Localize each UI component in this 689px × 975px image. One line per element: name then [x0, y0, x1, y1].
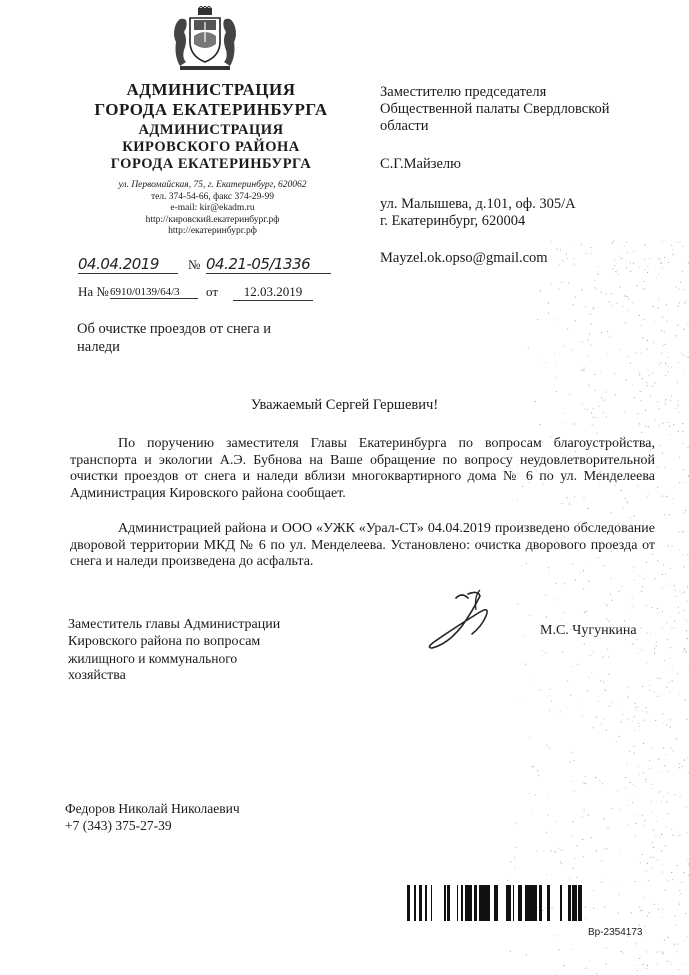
ref-from: от [206, 284, 219, 299]
subject-line1: Об очистке проездов от снега и [77, 321, 271, 337]
signer-position-line2: Кировского района по вопросам [68, 634, 261, 649]
salutation: Уважаемый Сергей Гершевич! [250, 397, 439, 413]
reg-number: 04.21-05/1336 [206, 255, 331, 274]
org-address: ул. Первомайская, 75, г. Екатеринбург, 620062 [118, 180, 307, 190]
signer-position-line3: жилищного и коммунального [68, 651, 238, 666]
org-title [76, 80, 346, 120]
executor-name: Федоров Николай Николаевич [65, 801, 240, 816]
scan-noise [500, 240, 689, 975]
ref-date: 12.03.2019 [233, 284, 313, 301]
subject-line2: наледи [77, 339, 120, 355]
org-phone: тел. 374-54-66, факс 374-29-99 [150, 191, 275, 202]
org-sub-line3: ГОРОДА ЕКАТЕРИНБУРГА [110, 156, 312, 172]
signer-position-line1: Заместитель главы Администрации [68, 617, 281, 632]
recipient-email: Mayzel.ok.opso@gmail.com [380, 250, 548, 266]
org-subtitle [76, 122, 346, 173]
org-site2: http://екатеринбург.рф [168, 226, 257, 236]
org-site1: http://кировский.екатеринбург.рф [145, 214, 280, 225]
org-contacts [100, 180, 325, 238]
org-title-line1: АДМИНИСТРАЦИЯ [126, 80, 296, 99]
recipient-line1: Заместителю председателя [380, 84, 547, 100]
coat-of-arms-icon [172, 6, 238, 72]
recipient-addr1: ул. Малышева, д.101, оф. 305/А [380, 196, 576, 212]
signer-name: М.С. Чугункина [540, 623, 637, 638]
org-email: e-mail: kir@ekadm.ru [170, 203, 255, 213]
barcode-image [400, 885, 550, 921]
document-code: Вр-2354173 [588, 927, 643, 938]
ref-label: На № [78, 284, 109, 299]
recipient-line2: Общественной палаты Свердловской [380, 101, 610, 117]
org-sub-line2: КИРОВСКОГО РАЙОНА [122, 139, 300, 155]
executor-phone: +7 (343) 375-27-39 [65, 818, 172, 833]
org-title-line2: ГОРОДА ЕКАТЕРИНБУРГА [94, 100, 328, 119]
reg-date: 04.04.2019 [78, 255, 178, 274]
recipient-line3: области [380, 118, 429, 134]
body-paragraph-1: По поручению заместителя Главы Екатеринбурга по вопросам благоустройства, транспорта и экологии А.Э. Бубнова на Ваше обращение по вопросу неудовлетворительной очистки проездов от снега и наледи вблизи многоквартирного дома № 6 по ул. Менделеева Администрация Кировского района сообщает. [70, 436, 655, 501]
ref-number: 6910/0139/64/3 [110, 284, 198, 299]
recipient-address [380, 196, 670, 230]
recipient-title [380, 84, 670, 135]
reference-line [78, 284, 318, 304]
barcode-small-image [560, 885, 582, 921]
executor-info [65, 800, 240, 834]
handwritten-signature [418, 588, 528, 654]
signer-position [68, 616, 328, 684]
org-sub-line1: АДМИНИСТРАЦИЯ [138, 122, 284, 138]
recipient-addr2: г. Екатеринбург, 620004 [380, 213, 526, 229]
reg-number-sign: № [188, 257, 201, 272]
registration-line [78, 255, 328, 275]
body-paragraph-2: Администрацией района и ООО «УЖК «Урал-СТ» 04.04.2019 произведено обследование дворовой территории МКД № 6 по ул. Менделеева. Установлено: очистка дворового проезда от снега и наледи произведена до асфальта. [70, 521, 655, 569]
signer-position-line4: хозяйства [68, 668, 126, 683]
recipient-name: С.Г.Майзелю [380, 156, 461, 172]
letter-subject [77, 320, 317, 356]
